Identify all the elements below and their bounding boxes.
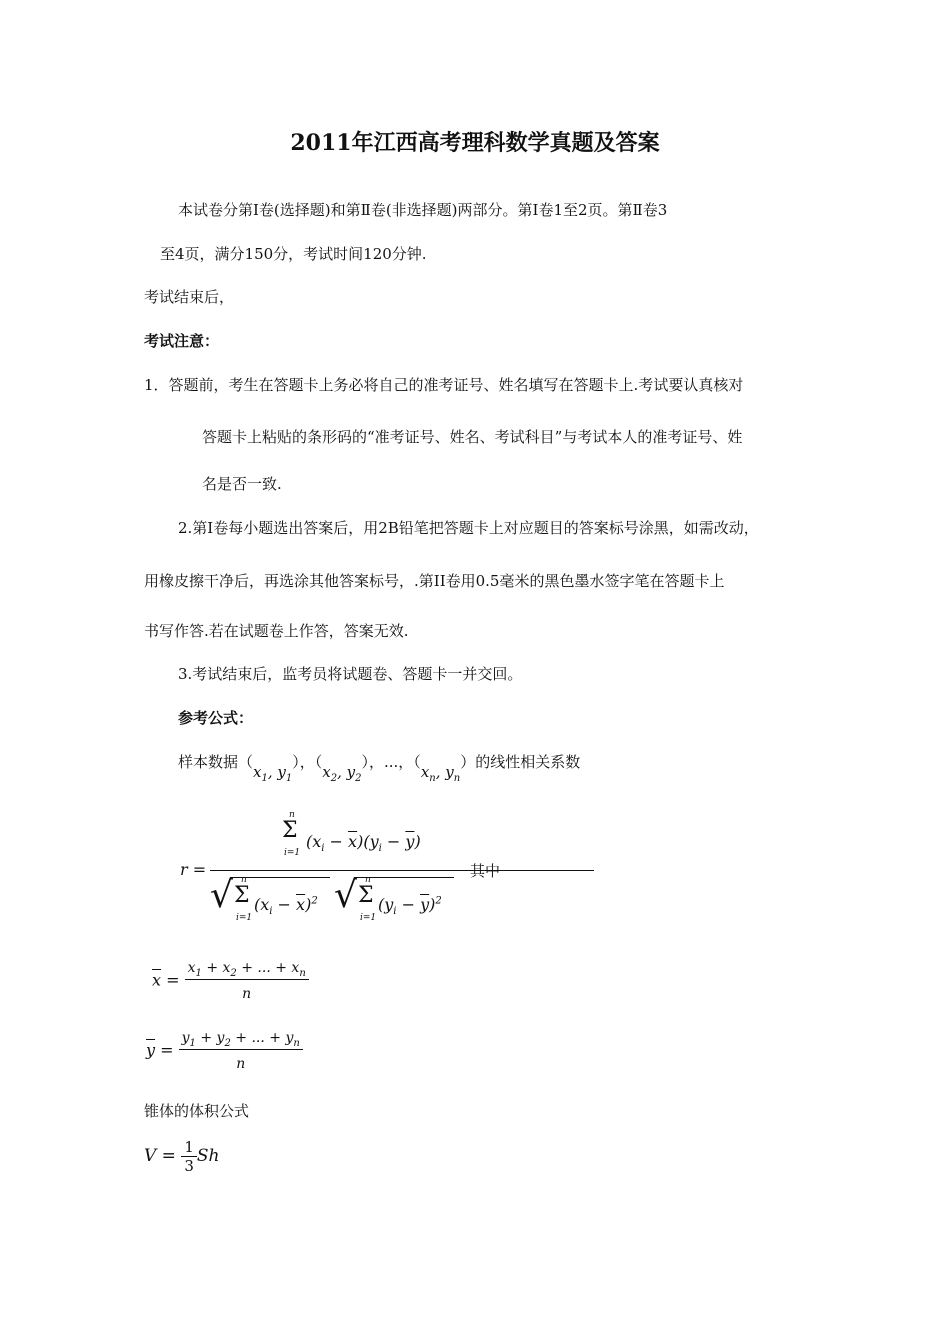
- notice-3: 3.考试结束后，监考员将试题卷、答题卡一并交回。: [178, 665, 523, 683]
- where-label: 其中: [470, 862, 501, 880]
- sample-pair-1: $x_1$, $y_1$: [253, 763, 293, 784]
- notice-1-line-1: 1．答题前，考生在答题卡上务必将自己的准考证号、姓名填写在答题卡上.考试要认真核对: [144, 376, 744, 394]
- correlation-denominator: √ n Σ i=1 $(x_i - \overline{x})^2$ √ n Σ i=1 $(y_i - \overline{y})^2$: [210, 871, 594, 931]
- sample-suffix: ）的线性相关系数: [460, 753, 581, 771]
- notice-2-line-1: 2.第Ⅰ卷每小题选出答案后，用2B铅笔把答题卡上对应题目的答案标号涂黑，如需改动，: [178, 519, 759, 537]
- sample-pair-n: $x_n$, $y_n$: [420, 763, 461, 784]
- cone-volume-formula: V = $\frac{1}{3}$ Sh: [144, 1138, 220, 1175]
- exam-end-text: 考试结束后，: [144, 288, 235, 306]
- notice-2-line-3: 书写作答.若在试题卷上作答，答案无效.: [144, 622, 409, 640]
- intro-line-2: 至4页，满分150分，考试时间120分钟.: [160, 245, 427, 263]
- sample-prefix: 样本数据（: [178, 753, 254, 771]
- sample-sep-2: ），...，（: [361, 753, 421, 771]
- notice-1-line-3: 名是否一致.: [202, 475, 282, 493]
- sample-pair-2: $x_2$, $y_2$: [322, 763, 362, 784]
- sample-sep-1: ），（: [292, 753, 323, 771]
- cone-volume-label: 锥体的体积公式: [144, 1102, 250, 1120]
- notice-heading: 考试注意：: [144, 332, 220, 350]
- mean-y-formula: $\overline{y}$ = $\frac{y_1 + y_2 + ... + y_n}{n}$: [146, 1030, 303, 1072]
- intro-line-1: 本试卷分第Ⅰ卷(选择题)和第Ⅱ卷(非选择题)两部分。第Ⅰ卷1至2页。第Ⅱ卷3: [178, 201, 668, 219]
- mean-x-formula: $\overline{x}$ = $\frac{x_1 + x_2 + ... + x_n}{n}$: [152, 960, 309, 1002]
- page-title: 2011年江西高考理科数学真题及答案: [290, 130, 660, 156]
- formula-heading: 参考公式：: [178, 709, 254, 727]
- notice-1-line-2: 答题卡上粘贴的条形码的“准考证号、姓名、考试科目”与考试本人的准考证号、姓: [202, 428, 743, 446]
- sample-data-line: [178, 752, 581, 784]
- correlation-numerator: n Σ i=1 $(x_i - \overline{x})(y_i - \overline{y})$: [282, 810, 421, 858]
- notice-2-line-2: 用橡皮擦干净后，再选涂其他答案标号，.第II卷用0.5毫米的黑色墨水签字笔在答题卡上: [144, 572, 725, 590]
